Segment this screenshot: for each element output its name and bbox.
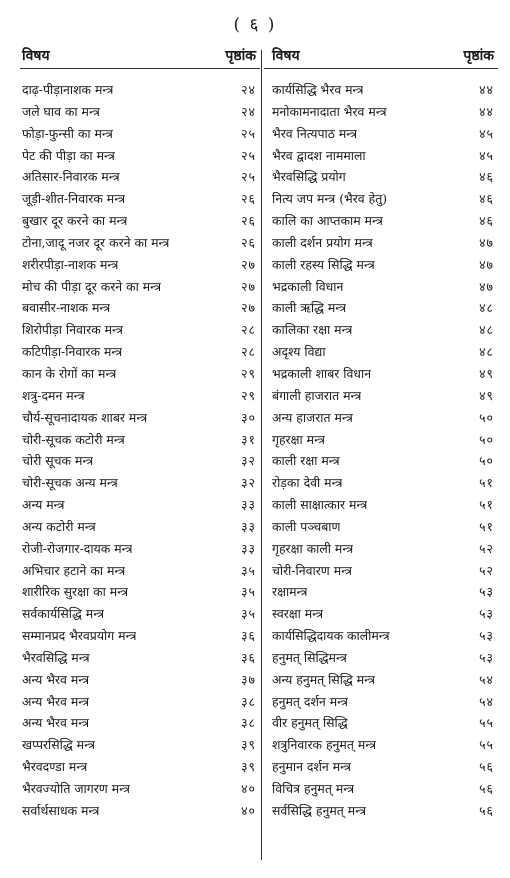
toc-right-header-page: पृष्ठांक [463, 48, 494, 64]
toc-entry-page: ४५ [479, 147, 494, 163]
toc-entry [264, 494, 498, 516]
toc-entry-title: सर्वार्थसाधक मन्त्र [22, 802, 100, 818]
toc-right-column [264, 44, 498, 864]
toc-entry-title: टोना,जादू नजर दूर करने का मन्त्र [22, 234, 170, 250]
toc-entry-title: भैरवसिद्धि प्रयोग [272, 169, 346, 185]
toc-entry [264, 560, 498, 582]
toc-entry-title: भैरवसिद्धि मन्त्र [22, 649, 90, 665]
toc-entry-title: अन्य हनुमत् सिद्धि मन्त्र [272, 671, 376, 687]
toc-entry-page: ४९ [479, 365, 494, 381]
toc-entry-title: हनुमान दर्शन मन्त्र [272, 759, 351, 775]
toc-entry-title: कटिपीड़ा-निवारक मन्त्र [22, 344, 123, 360]
toc-entry [264, 669, 498, 691]
toc-entry-page: ३१ [241, 431, 256, 447]
toc-entry-title: पेट की पीड़ा का मन्त्र [22, 147, 115, 163]
toc-entry [264, 166, 498, 188]
toc-entry-title: चौर्य-सूचनादायक शाबर मन्त्र [22, 409, 148, 425]
toc-entry-title: नित्य जप मन्त्र (भैरव हेतु) [272, 191, 388, 207]
toc-entry-title: रोजी-रोजगार-दायक मन्त्र [22, 540, 133, 556]
toc-entry-title: स्वरक्षा मन्त्र [272, 606, 324, 622]
toc-entry [264, 210, 498, 232]
toc-entry [20, 581, 260, 603]
toc-entry-page: ४६ [479, 213, 494, 229]
toc-entry [20, 319, 260, 341]
toc-entry-page: ५६ [479, 759, 494, 775]
toc-entry-page: ५४ [479, 693, 494, 709]
toc-entry [264, 450, 498, 472]
toc-entry [264, 429, 498, 451]
toc-entry-page: ३९ [241, 759, 256, 775]
toc-entry-page: ४७ [479, 278, 494, 294]
toc-entry [264, 472, 498, 494]
toc-entry-title: गृहरक्षा मन्त्र [272, 431, 325, 447]
toc-entry-page: ४८ [479, 322, 494, 338]
toc-entry-title: कालिका रक्षा मन्त्र [272, 322, 353, 338]
toc-entry-page: ५५ [479, 715, 494, 731]
toc-entry [20, 494, 260, 516]
toc-entry-page: ४८ [479, 300, 494, 316]
toc-entry-page: ४७ [479, 256, 494, 272]
toc-entry-title: गृहरक्षा काली मन्त्र [272, 540, 354, 556]
toc-entry-page: ५१ [479, 475, 494, 491]
toc-entry-page: २७ [241, 256, 256, 272]
toc-entry-page: ३५ [241, 584, 256, 600]
toc-entry-title: हनुमत् सिद्धिमन्त्र [272, 649, 347, 665]
toc-entry-page: ४६ [479, 191, 494, 207]
toc-entry-title: रक्षामन्त्र [272, 584, 308, 600]
toc-entry [264, 101, 498, 123]
toc-entry [20, 625, 260, 647]
toc-entry-title: जूड़ी-शीत-निवारक मन्त्र [22, 191, 126, 207]
toc-entry-page: ३८ [241, 715, 256, 731]
toc-entry-title: बुखार दूर करने का मन्त्र [22, 213, 128, 229]
toc-entry-page: ४४ [479, 103, 494, 119]
toc-entry-page: ५६ [479, 802, 494, 818]
toc-entry-page: ३० [241, 409, 256, 425]
toc-entry [264, 232, 498, 254]
toc-entry-title: सर्वसिद्धि हनुमत् मन्त्र [272, 802, 367, 818]
toc-entry-page: ५५ [479, 737, 494, 753]
toc-entry-title: भैरवज्योति जागरण मन्त्र [22, 781, 130, 796]
toc-entry-title: अतिसार-निवारक मन्त्र [22, 169, 120, 185]
toc-entry [264, 603, 498, 625]
toc-entry [20, 363, 260, 385]
toc-entry [264, 778, 498, 800]
toc-entry [264, 734, 498, 756]
toc-entry-title: अन्य हाजरात मन्त्र [272, 409, 353, 425]
toc-entry-page: २६ [241, 213, 256, 229]
toc-entry-title: अन्य मन्त्र [22, 497, 65, 513]
toc-entry-title: काली रक्षा मन्त्र [272, 453, 340, 469]
toc-entry-title: काली ऋद्धि मन्त्र [272, 300, 347, 316]
toc-entry [264, 538, 498, 560]
toc-entry-page: २४ [241, 103, 256, 119]
toc-entry-title: जले घाव का मन्त्र [22, 103, 100, 119]
toc-entry-page: २५ [241, 169, 256, 185]
toc-entry [20, 145, 260, 167]
toc-entry-title: चोरी-सूचक कटोरी मन्त्र [22, 431, 125, 447]
table-of-contents [20, 44, 498, 864]
toc-entry-title: अदृश्य विद्या [272, 344, 326, 360]
toc-entry-title: भद्रकाली विधान [272, 278, 344, 294]
toc-entry-page: ४९ [479, 387, 494, 403]
toc-entry-page: ५० [479, 453, 494, 469]
toc-entry-page: २५ [241, 125, 256, 141]
toc-entry [264, 145, 498, 167]
toc-entry [264, 625, 498, 647]
toc-entry-page: ३३ [241, 497, 256, 513]
toc-entry-title: भैरव नित्यपाठ मन्त्र [272, 125, 358, 141]
toc-entry [20, 79, 260, 101]
toc-entry-title: वीर हनुमत् सिद्धि [272, 715, 348, 731]
toc-entry-page: ५४ [479, 671, 494, 687]
toc-entry-page: २५ [241, 147, 256, 163]
toc-entry-page: ३२ [241, 453, 256, 469]
toc-entry-page: ४० [241, 781, 256, 796]
toc-entry [20, 276, 260, 298]
toc-entry [20, 450, 260, 472]
toc-entry [20, 101, 260, 123]
toc-entry [20, 232, 260, 254]
toc-entry-title: बवासीर-नाशक मन्त्र [22, 300, 111, 316]
toc-entry-title: मोच की पीड़ा दूर करने का मन्त्र [22, 278, 162, 294]
toc-entry-title: कार्यसिद्धिदायक कालीमन्त्र [272, 628, 390, 644]
toc-entry [20, 712, 260, 734]
toc-entry-title: काली रहस्य सिद्धि मन्त्र [272, 256, 375, 272]
toc-entry-title: काली दर्शन प्रयोग मन्त्र [272, 234, 373, 250]
page-number: ( ६ ) [233, 15, 277, 35]
toc-entry [264, 581, 498, 603]
toc-entry [20, 516, 260, 538]
toc-left-header-subject: विषय [22, 48, 50, 64]
toc-entry-page: ५३ [479, 649, 494, 665]
toc-entry-title: हनुमत् दर्शन मन्त्र [272, 693, 348, 709]
toc-entry-title: अन्य भैरव मन्त्र [22, 715, 90, 731]
toc-entry [264, 319, 498, 341]
toc-entry-page: ३३ [241, 540, 256, 556]
toc-entry [264, 647, 498, 669]
toc-entry-title: अभिचार हटाने का मन्त्र [22, 562, 126, 578]
toc-entry [264, 407, 498, 429]
toc-entry-page: २८ [241, 322, 256, 338]
toc-entry [20, 756, 260, 778]
toc-entry [264, 691, 498, 713]
toc-entry-title: भैरवदण्डा मन्त्र [22, 759, 88, 775]
toc-entry [20, 210, 260, 232]
toc-entry-page: ३५ [241, 562, 256, 578]
toc-entry-page: ४८ [479, 344, 494, 360]
toc-entry-title: अन्य कटोरी मन्त्र [22, 518, 96, 534]
toc-entry-page: ३७ [241, 671, 256, 687]
toc-left-header [20, 44, 260, 69]
toc-entry-page: ५० [479, 431, 494, 447]
toc-entry-title: विचित्र हनुमत् मन्त्र [272, 781, 355, 796]
toc-left-column [20, 44, 260, 864]
toc-entry-title: शिरोपीड़ा निवारक मन्त्र [22, 322, 123, 338]
toc-left-entries [20, 79, 260, 822]
toc-entry-page: ५२ [479, 540, 494, 556]
toc-entry [264, 188, 498, 210]
toc-entry [20, 123, 260, 145]
toc-entry [264, 800, 498, 822]
toc-entry-title: कार्यसिद्धि भैरव मन्त्र [272, 82, 364, 97]
toc-entry-title: शत्रुनिवारक हनुमत् मन्त्र [272, 737, 377, 753]
toc-entry [20, 603, 260, 625]
toc-right-header-subject: विषय [272, 48, 300, 64]
toc-entry-title: भैरव द्वादश नाममाला [272, 147, 366, 163]
toc-left-header-page: पृष्ठांक [225, 48, 256, 64]
toc-entry-title: खप्परसिद्धि मन्त्र [22, 737, 95, 753]
toc-entry-page: ३६ [241, 628, 256, 644]
toc-entry-page: २९ [241, 387, 256, 403]
toc-entry-page: ४७ [479, 234, 494, 250]
toc-entry [20, 341, 260, 363]
toc-entry-title: रोड़का देवी मन्त्र [272, 475, 343, 491]
toc-entry-title: बंगाली हाजरात मन्त्र [272, 387, 362, 403]
toc-entry-title: मनोकामनादाता भैरव मन्त्र [272, 103, 387, 119]
toc-right-header [264, 44, 498, 69]
toc-entry-page: ५१ [479, 518, 494, 534]
toc-entry [20, 800, 260, 822]
toc-entry-title: दाढ़-पीड़ानाशक मन्त्र [22, 82, 114, 97]
toc-entry-page: ३२ [241, 475, 256, 491]
toc-entry-title: सम्मानप्रद भैरवप्रयोग मन्त्र [22, 628, 137, 644]
toc-entry-page: ५३ [479, 628, 494, 644]
toc-entry [20, 407, 260, 429]
toc-entry-page: ५३ [479, 584, 494, 600]
toc-entry [20, 734, 260, 756]
toc-entry [20, 385, 260, 407]
toc-entry-title: कालि का आप्तकाम मन्त्र [272, 213, 383, 229]
toc-entry-title: शारीरिक सुरक्षा का मन्त्र [22, 584, 129, 600]
toc-entry [20, 297, 260, 319]
toc-entry-title: चोरी-सूचक अन्य मन्त्र [22, 475, 118, 491]
toc-entry-page: ५० [479, 409, 494, 425]
toc-entry-page: २७ [241, 300, 256, 316]
toc-entry-title: काली साक्षात्कार मन्त्र [272, 497, 368, 513]
toc-entry [264, 385, 498, 407]
toc-entry [264, 276, 498, 298]
toc-entry-title: काली पञ्चबाण [272, 518, 341, 534]
toc-entry [264, 297, 498, 319]
toc-entry-page: ३८ [241, 693, 256, 709]
toc-entry-page: २६ [241, 191, 256, 207]
column-divider [261, 50, 262, 860]
toc-entry [20, 188, 260, 210]
toc-entry-title: शत्रु-दमन मन्त्र [22, 387, 85, 403]
toc-entry [264, 363, 498, 385]
toc-entry-page: २७ [241, 278, 256, 294]
toc-entry [20, 669, 260, 691]
toc-entry [20, 538, 260, 560]
toc-entry-page: ५१ [479, 497, 494, 513]
toc-entry-title: फोड़ा-फुन्सी का मन्त्र [22, 125, 113, 141]
toc-entry-page: ३६ [241, 649, 256, 665]
toc-entry-page: २४ [241, 82, 256, 97]
toc-entry-page: ४० [241, 802, 256, 818]
toc-entry-page: ५३ [479, 606, 494, 622]
toc-entry-page: २६ [241, 234, 256, 250]
toc-entry-page: ४५ [479, 125, 494, 141]
toc-entry [20, 472, 260, 494]
toc-entry-title: चोरी सूचक मन्त्र [22, 453, 94, 469]
toc-entry-page: ४६ [479, 169, 494, 185]
toc-entry [20, 560, 260, 582]
toc-entry-title: शरीरपीड़ा-नाशक मन्त्र [22, 256, 119, 272]
toc-entry [264, 712, 498, 734]
toc-entry-page: ४४ [479, 82, 494, 97]
toc-entry [264, 79, 498, 101]
toc-entry [20, 778, 260, 800]
toc-entry [20, 254, 260, 276]
toc-entry [264, 341, 498, 363]
toc-entry-page: ३९ [241, 737, 256, 753]
toc-entry-title: चोरी-निवारण मन्त्र [272, 562, 352, 578]
toc-entry [264, 123, 498, 145]
toc-entry-title: कान के रोगों का मन्त्र [22, 365, 117, 381]
toc-entry [20, 691, 260, 713]
toc-right-entries [264, 79, 498, 822]
toc-entry-page: २८ [241, 344, 256, 360]
toc-entry [264, 516, 498, 538]
toc-entry-page: २९ [241, 365, 256, 381]
toc-entry-page: ३५ [241, 606, 256, 622]
toc-entry-page: ५६ [479, 781, 494, 796]
toc-entry [264, 254, 498, 276]
toc-entry [20, 166, 260, 188]
toc-entry-page: ५२ [479, 562, 494, 578]
toc-entry-page: ३३ [241, 518, 256, 534]
toc-entry [264, 756, 498, 778]
toc-entry-title: भद्रकाली शाबर विधान [272, 365, 372, 381]
toc-entry [20, 647, 260, 669]
toc-entry-title: सर्वकार्यसिद्धि मन्त्र [22, 606, 105, 622]
toc-entry [20, 429, 260, 451]
toc-entry-title: अन्य भैरव मन्त्र [22, 671, 90, 687]
toc-entry-title: अन्य भैरव मन्त्र [22, 693, 90, 709]
